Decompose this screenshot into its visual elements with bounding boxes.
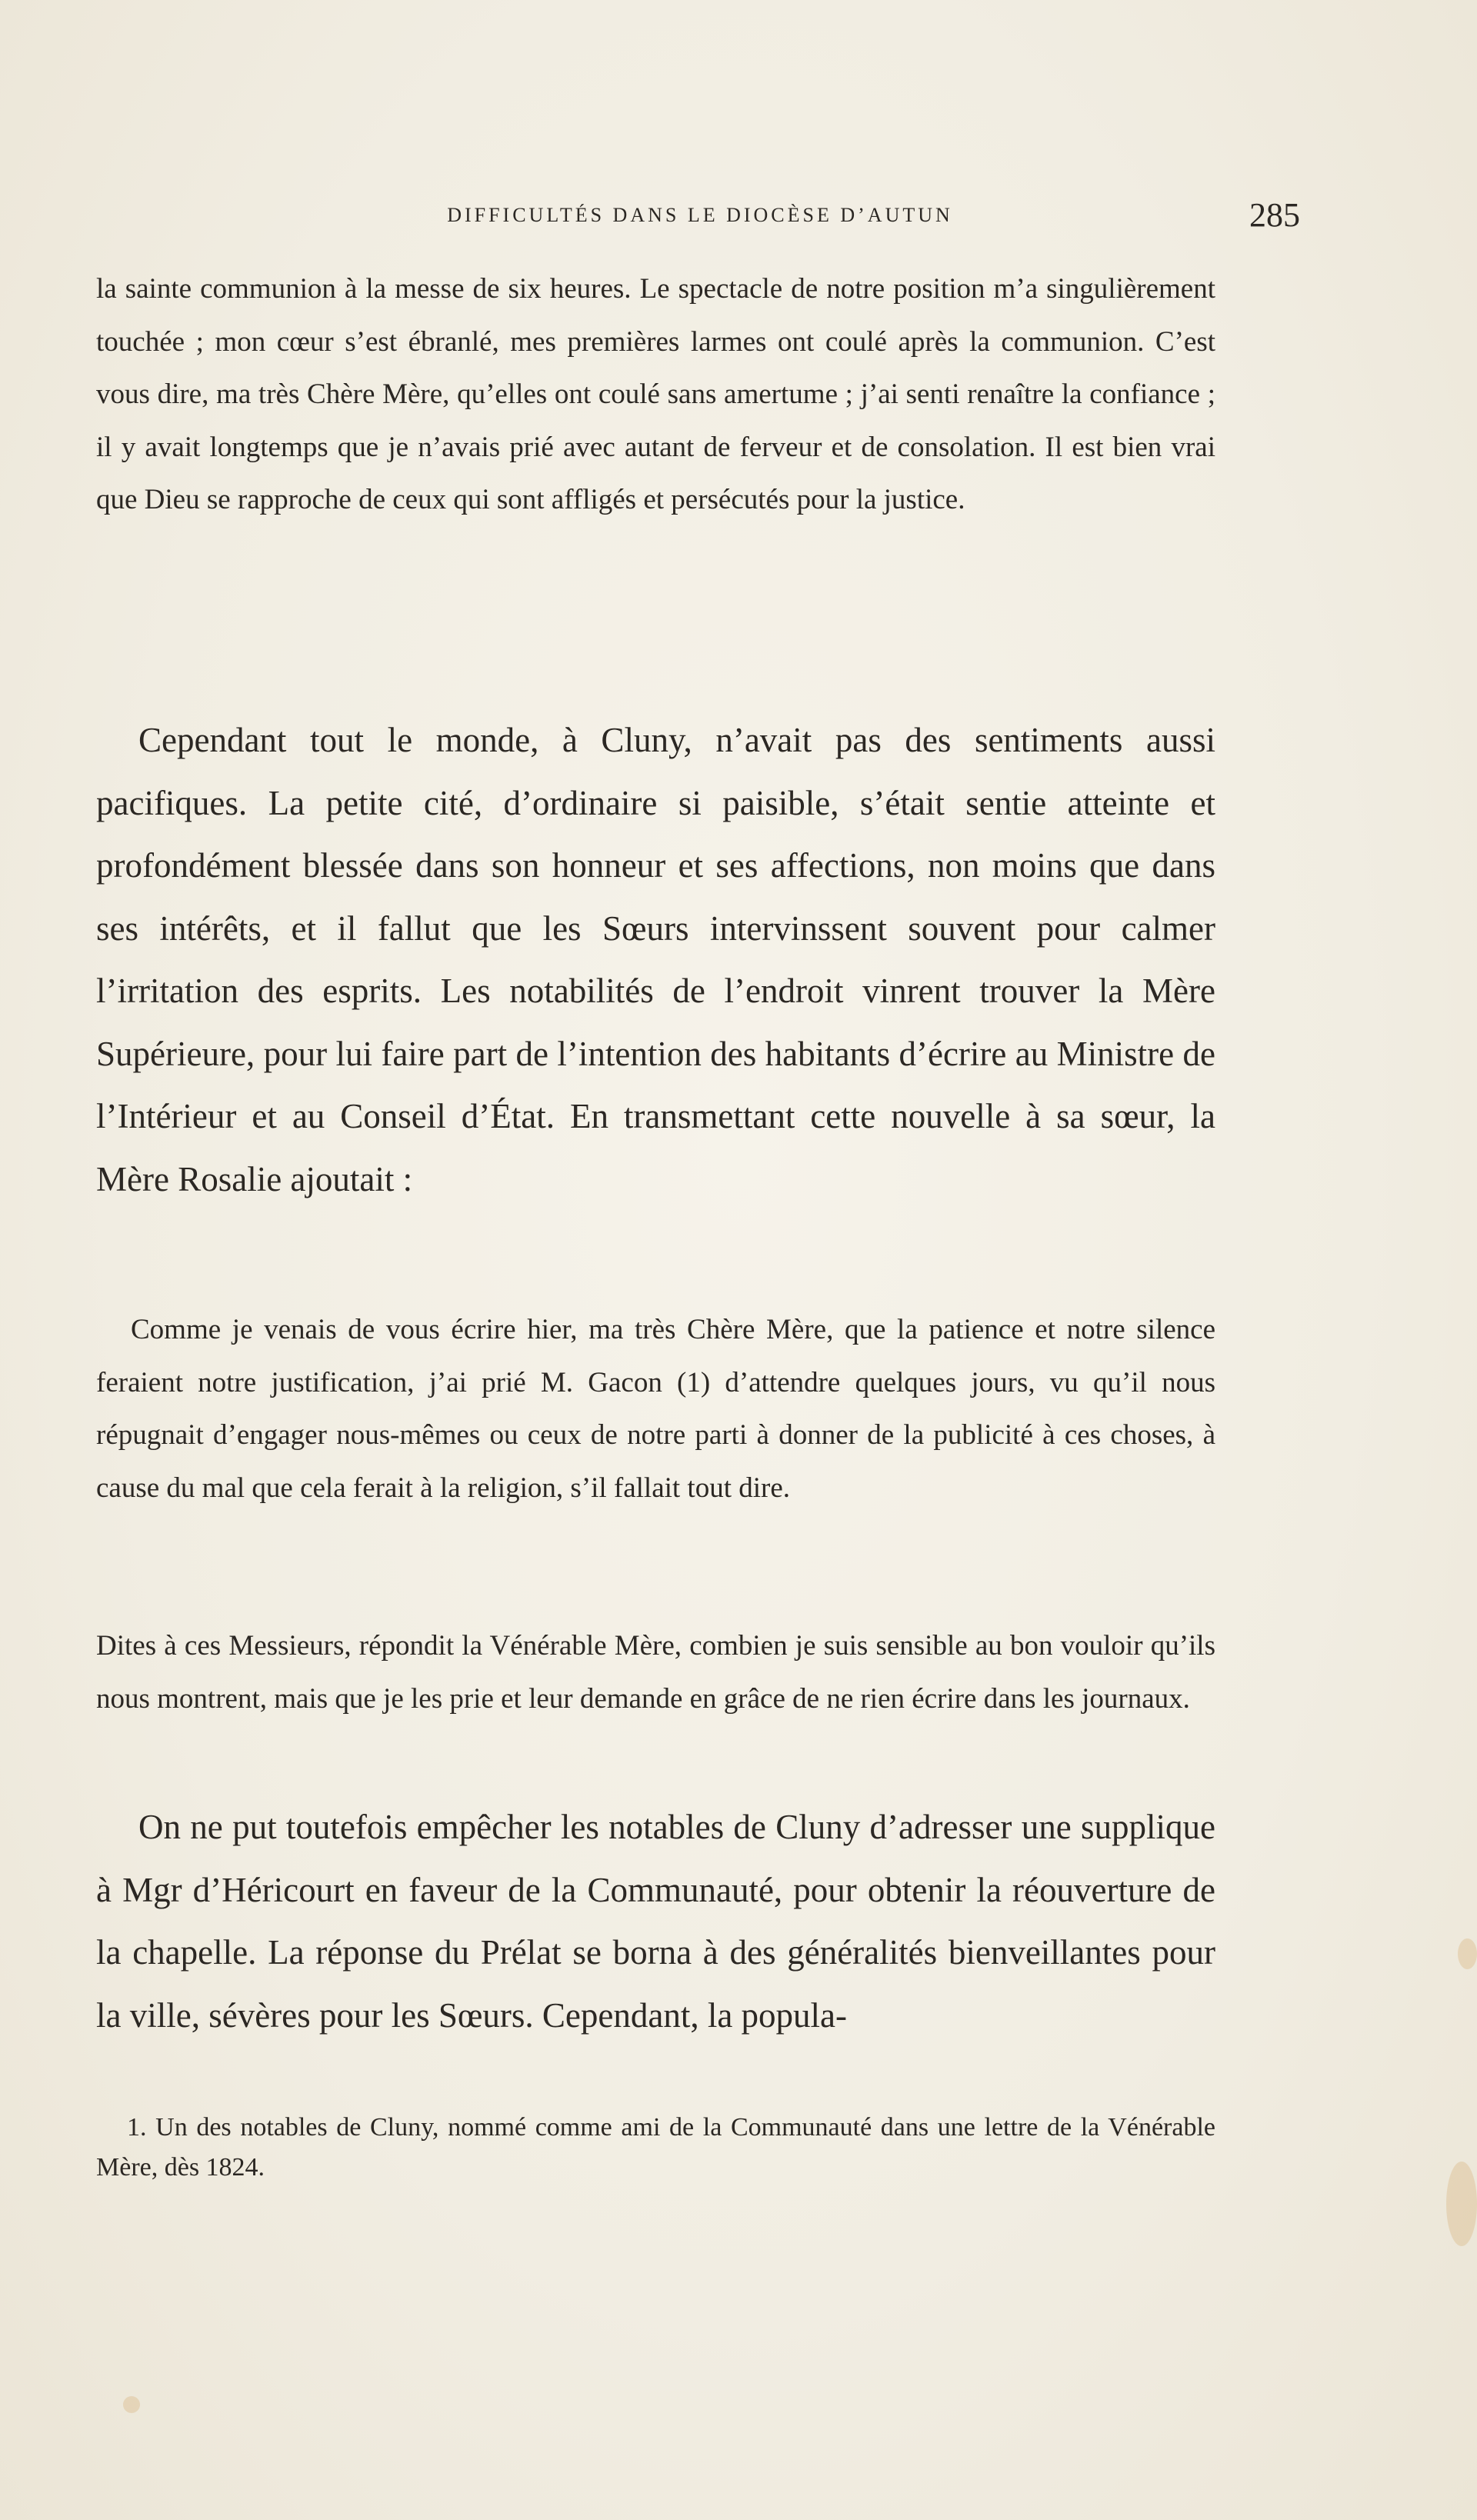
- footnote: 1. Un des notables de Cluny, nommé comme ami de la Communauté dans une lettre de la Vénérable Mère, dès 1824.: [96, 2113, 1215, 2182]
- running-head: [100, 192, 1300, 238]
- running-title: DIFFICULTÉS DANS LE DIOCÈSE D’AUTUN: [447, 204, 953, 226]
- paper-stain: [1458, 1938, 1477, 1969]
- quoted-letter-rosalie: Comme je venais de vous écrire hier, ma très Chère Mère, que la patience et notre silence feraient notre justification, j’ai prié M. Gacon (1) d’attendre quelques jours, vu qu’il nous répugnait d’engager nous-mêmes ou ceux de notre parti à donner de la publicité à ces choses, à cause du mal que cela ferait à la religion, s’il fallait tout dire.: [96, 1314, 1215, 1504]
- paper-stain: [123, 2396, 140, 2413]
- paragraph-cluny-sentiments: Cependant tout le monde, à Cluny, n’avait pas des sentiments aussi pacifiques. La petite cité, d’ordinaire si paisible, s’était sentie atteinte et profondément blessée dans son honneur et ses affections, non moins que dans ses intérêts, et il fallut que les Sœurs intervinssent souvent pour calmer l’irritation des esprits. Les notabilités de l’endroit vinrent trouver la Mère Supérieure, pour lui faire part de l’intention des habitants d’écrire au Ministre de l’Intérieur et au Conseil d’État. En transmettant cette nouvelle à sa sœur, la Mère Rosalie ajoutait :: [96, 721, 1215, 1198]
- quoted-reply-venerable-mere: Dites à ces Messieurs, répondit la Vénérable Mère, combien je suis sensible au bon vouloir qu’ils nous montrent, mais que je les prie et leur demande en grâce de ne rien écrire dans les journaux.: [96, 1630, 1215, 1715]
- page-number: 285: [1249, 196, 1300, 234]
- paragraph-supplique: On ne put toutefois empêcher les notables de Cluny d’adresser une supplique à Mgr d’Héricourt en faveur de la Communauté, pour obtenir la réouverture de la chapelle. La réponse du Prélat se borna à des généralités bienveillantes pour la ville, sévères pour les Sœurs. Cependant, la popula-: [96, 1808, 1215, 2035]
- paragraph-letter-continuation: la sainte communion à la messe de six heures. Le spectacle de notre position m’a singulièrement touchée ; mon cœur s’est ébranlé, mes premières larmes ont coulé après la communion. C’est vous dire, ma très Chère Mère, qu’elles ont coulé sans amertume ; j’ai senti renaître la confiance ; il y avait longtemps que je n’avais prié avec autant de ferveur et de consolation. Il est bien vrai que Dieu se rapproche de ceux qui sont affligés et persécutés pour la justice.: [96, 273, 1215, 515]
- paper-stain: [1446, 2162, 1477, 2246]
